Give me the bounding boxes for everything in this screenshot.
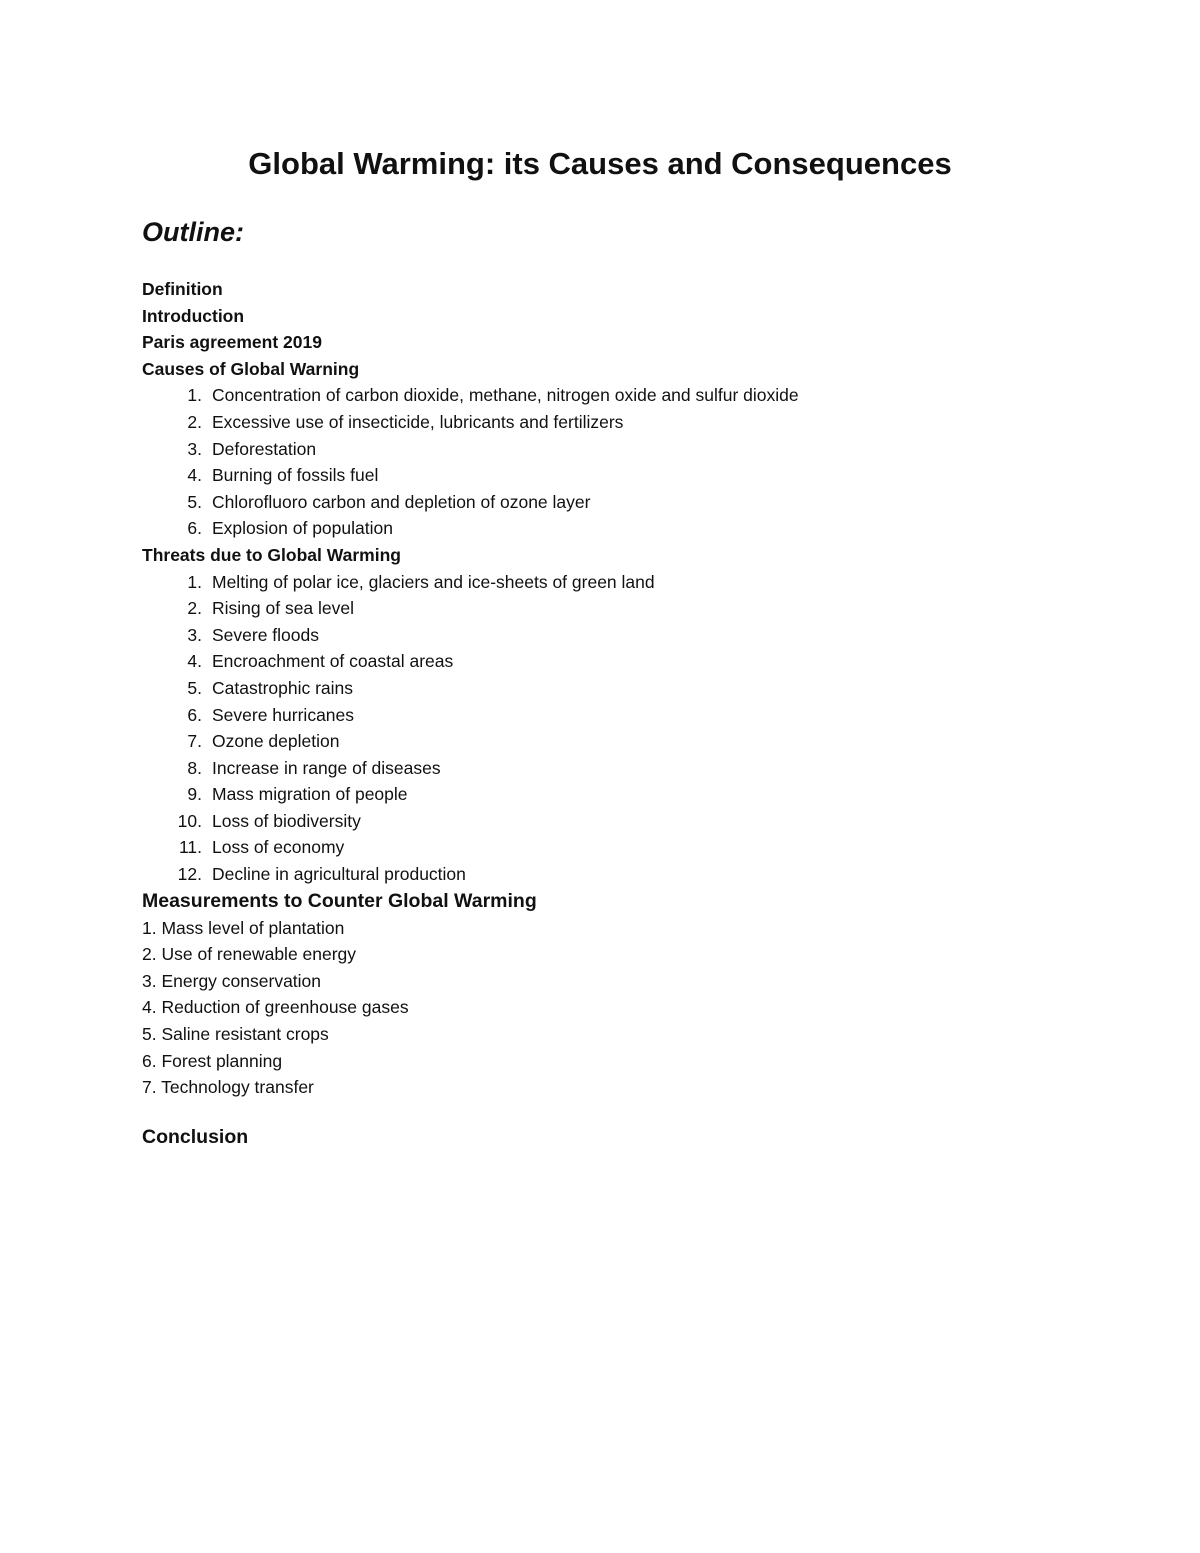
list-item (142, 1074, 1102, 1101)
list-number: 7. (187, 731, 202, 752)
list-number: 3. (187, 438, 202, 459)
list-text: Concentration of carbon dioxide, methane, nitrogen oxide and sulfur dioxide (212, 385, 799, 406)
paris-agreement-heading: Paris agreement 2019 (142, 332, 322, 353)
list-text: Burning of fossils fuel (212, 465, 379, 486)
list-text: Ozone depletion (212, 731, 340, 752)
measures-heading: Measurements to Counter Global Warming (142, 889, 537, 912)
threats-list (142, 569, 1102, 888)
list-item (142, 515, 1102, 542)
list-item (142, 781, 1102, 808)
list-item (142, 436, 1102, 463)
definition-heading: Definition (142, 279, 223, 299)
introduction-heading: Introduction (142, 305, 245, 326)
list-item (142, 808, 1102, 835)
list-item (142, 1048, 1102, 1075)
list-item (142, 675, 1102, 702)
list-text: Chlorofluoro carbon and depletion of ozone layer (212, 491, 591, 512)
threats-heading: Threats due to Global Warming (142, 544, 401, 565)
list-text: Reduction of greenhouse gases (161, 997, 409, 1018)
list-item (142, 569, 1102, 596)
document-title: Global Warming: its Causes and Consequences (248, 146, 952, 181)
list-text: Saline resistant crops (161, 1024, 329, 1045)
list-item (142, 968, 1102, 995)
list-number: 6. (187, 704, 202, 725)
list-number: 5. (187, 677, 202, 698)
outline-heading: Outline: (142, 217, 244, 247)
list-number: 8. (187, 757, 202, 778)
list-text: Severe hurricanes (212, 704, 355, 725)
list-text: Forest planning (161, 1050, 283, 1071)
list-text: Catastrophic rains (212, 677, 354, 698)
list-item (142, 489, 1102, 516)
list-number: 4. (142, 997, 157, 1018)
list-number: 5. (187, 491, 202, 512)
list-number: 3. (142, 970, 157, 991)
list-item (142, 834, 1102, 861)
list-item (142, 1021, 1102, 1048)
list-text: Increase in range of diseases (212, 757, 441, 778)
list-text: Severe floods (212, 624, 320, 645)
list-number: 4. (187, 651, 202, 672)
list-number: 4. (187, 465, 202, 486)
list-text: Excessive use of insecticide, lubricants and fertilizers (212, 411, 624, 432)
conclusion-heading: Conclusion (142, 1126, 249, 1148)
list-text: Energy conservation (161, 970, 322, 991)
list-number: 1. (142, 917, 157, 938)
list-item (142, 409, 1102, 436)
list-item (142, 622, 1102, 649)
causes-heading: Causes of Global Warning (142, 358, 360, 379)
list-text: Deforestation (212, 438, 317, 459)
list-number: 10. (177, 810, 202, 831)
list-number: 5. (142, 1024, 157, 1045)
list-text: Explosion of population (212, 518, 393, 539)
list-number: 1. (187, 385, 202, 406)
list-text: Mass migration of people (212, 784, 408, 805)
list-number: 11. (178, 837, 202, 858)
list-text: Decline in agricultural production (212, 864, 466, 885)
list-item (142, 915, 1102, 942)
list-item (142, 861, 1102, 888)
list-number: 7. (142, 1077, 157, 1098)
list-text: Loss of economy (212, 837, 345, 858)
list-text: Mass level of plantation (161, 917, 345, 938)
list-number: 1. (187, 571, 202, 592)
list-item (142, 648, 1102, 675)
list-item (142, 462, 1102, 489)
list-number: 9. (187, 784, 202, 805)
list-number: 2. (187, 411, 202, 432)
measures-list (142, 915, 1102, 1101)
list-number: 6. (187, 518, 202, 539)
list-item (142, 595, 1102, 622)
list-item (142, 702, 1102, 729)
list-item (142, 994, 1102, 1021)
list-item (142, 941, 1102, 968)
outline-body (142, 276, 1102, 1101)
list-number: 2. (187, 598, 202, 619)
list-number: 12. (177, 864, 202, 885)
list-text: Melting of polar ice, glaciers and ice-sheets of green land (212, 571, 655, 592)
list-item (142, 382, 1102, 409)
list-number: 2. (142, 944, 157, 965)
list-text: Rising of sea level (212, 598, 355, 619)
list-text: Loss of biodiversity (212, 810, 361, 831)
list-number: 3. (187, 624, 202, 645)
list-text: Use of renewable energy (161, 944, 357, 965)
list-text: Encroachment of coastal areas (212, 651, 454, 672)
list-item (142, 728, 1102, 755)
causes-list (142, 382, 1102, 542)
list-text: Technology transfer (161, 1077, 314, 1098)
list-item (142, 755, 1102, 782)
list-number: 6. (142, 1050, 157, 1071)
